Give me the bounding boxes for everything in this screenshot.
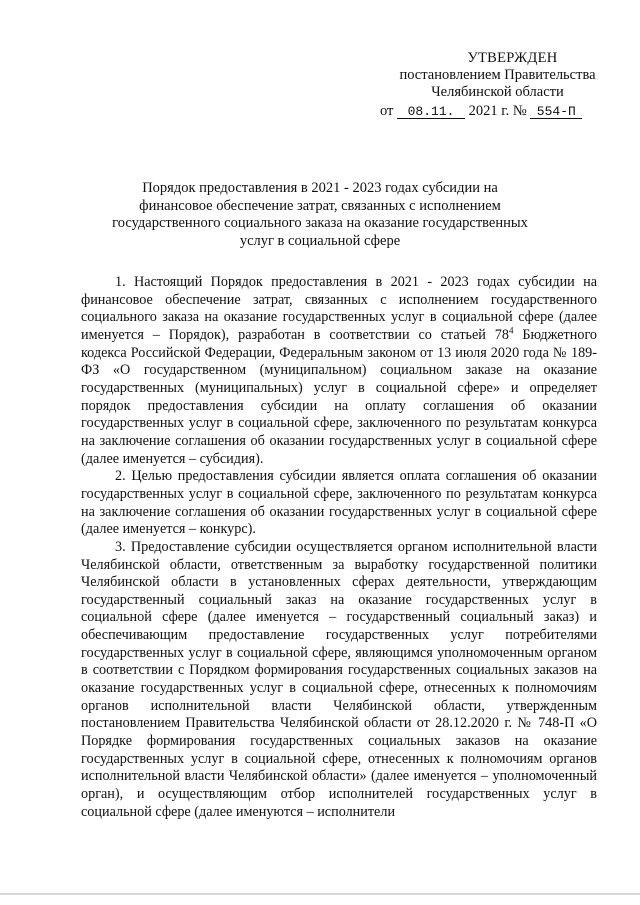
document-body [81, 274, 597, 821]
approval-stamp [380, 50, 615, 120]
date-prefix: от [380, 103, 394, 119]
approval-date-line [380, 103, 615, 120]
approval-line-2: Челябинской области [431, 84, 564, 100]
paragraph-3: 3. Предоставление субсидии осуществляется органом исполнительной власти Челябинской области, ответственным за выработку государственной политики Челябинской области в установленных сферах деятельности, утверждающим государственный социальный заказ на оказание государственных услуг в социальной сфере (далее именуется – государственный социальный заказ) и обеспечивающим предоставление государственных услуг потребителями государственных услуг в социальной сфере, являющимся уполномоченным органом в соответствии с Порядком формирования государственных социальных заказов на оказание государственных услуг в социальной сфере, отнесенных к полномочиям органов исполнительной власти Челябинской области, утвержденным постановлением Правительства Челябинской области от 28.12.2020 г. № 748-П «О Порядке формирования государственных социальных заказов на оказание государственных услуг в социальной сфере, отнесенных к полномочиям органов исполнительной власти Челябинской области» (далее именуется – уполномоченный орган), и осуществляющим отбор исполнителей государственных услуг в социальной сфере (далее именуются – исполнители [81, 538, 597, 820]
approval-line-1: постановлением Правительства [399, 67, 596, 83]
paragraph-2: 2. Целью предоставления субсидии является оплата соглашения об оказании государственных услуг в социальной сфере, заключенного по результатам конкурса на заключение соглашения об оказании государственных услуг в социальной сфере (далее именуется – конкурс). [81, 468, 597, 538]
article-superscript: 4 [509, 325, 514, 336]
approval-number: 554-П [530, 105, 582, 119]
paragraph-1 [81, 274, 597, 468]
approval-year: 2021 г. № [468, 103, 527, 119]
paragraph-1-text-b: Бюджетного кодекса Российской Федерации, Федеральным законом от 13 июля 2020 года № 189-ФЗ «О государственном (муниципальном) социальном заказе на оказание государственных (муниципальных) услуг в социальной сфере» и определяет порядок предоставления субсидии на оплату соглашения об оказании государственных услуг в социальной сфере, заключенного по результатам конкурса на заключение соглашения об оказании государственных услуг в социальной сфере (далее именуется – субсидия). [81, 326, 598, 467]
document-title: Порядок предоставления в 2021 - 2023 годах субсидии на финансовое обеспечение затрат, связанных с исполнением государственного социального заказа на оказание государственных услуг в социальной сфере [112, 180, 528, 249]
page-edge-divider [0, 893, 640, 895]
approval-date: 08.11. [397, 105, 465, 119]
approval-heading: УТВЕРЖДЕН [467, 50, 558, 66]
paragraph-1-text-a: 1. Настоящий Порядок предоставления в 2021 - 2023 годах субсидии на финансовое обеспечение затрат, связанных с исполнением государственного социального заказа на оказание государственных услуг в социальной сфере (далее именуется – Порядок), разработан в соответствии со статьей 78 [81, 274, 597, 343]
